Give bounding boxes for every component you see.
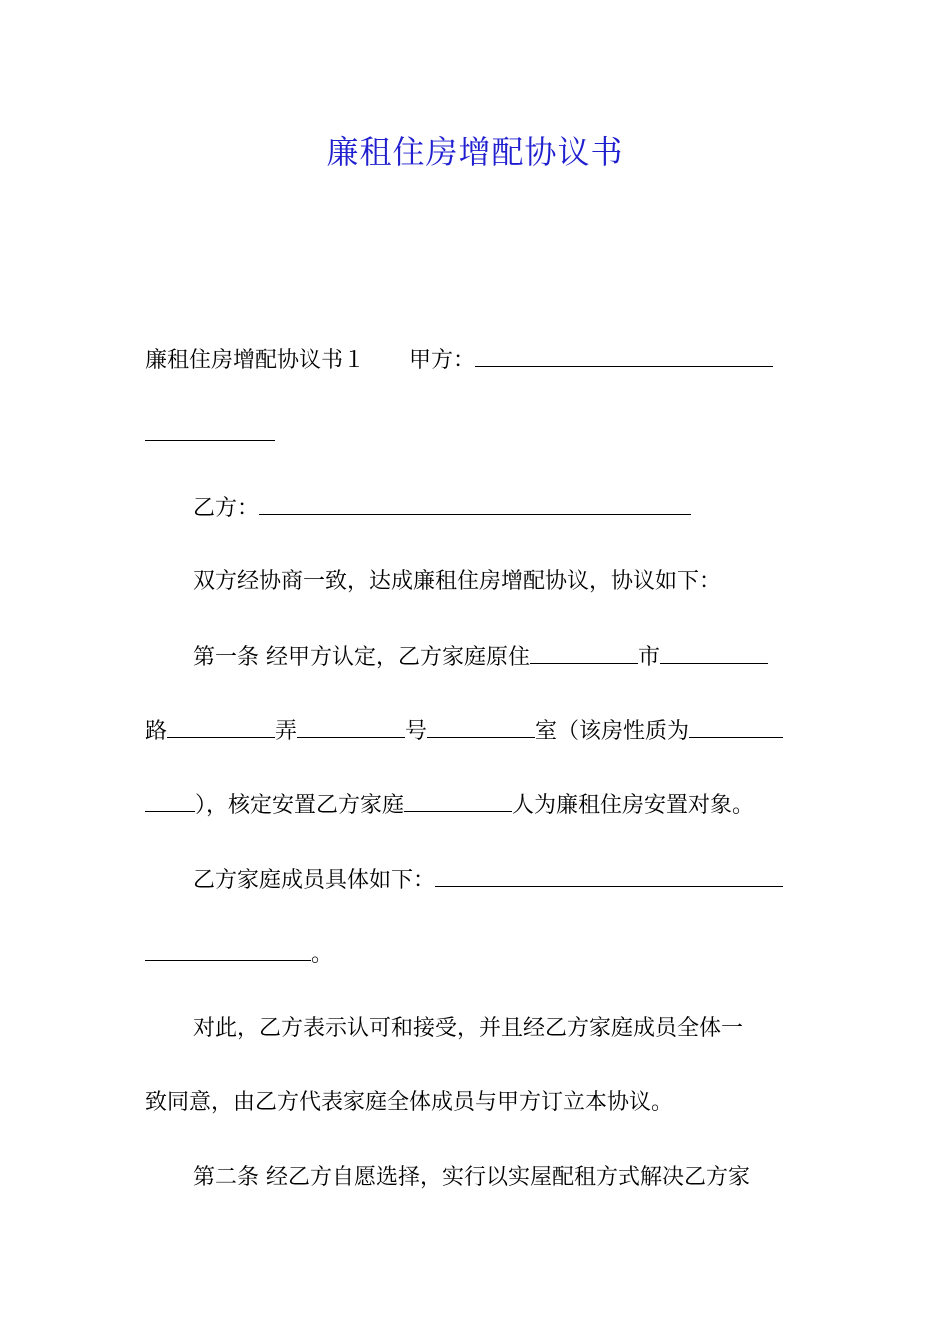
text-segment: 致同意，由乙方代表家庭全体成员与甲方订立本协议。 — [145, 1090, 674, 1115]
paragraph-line — [145, 715, 810, 748]
paragraph-line — [145, 566, 858, 598]
text-segment: 市 — [638, 645, 661, 670]
text-segment: 。 — [311, 942, 334, 967]
fill-blank — [404, 789, 512, 812]
paragraph-line — [145, 1013, 858, 1045]
fill-blank — [530, 641, 638, 664]
paragraph-line — [145, 641, 858, 674]
party-b-blank — [259, 492, 691, 515]
text-segment: 人为廉租住房安置对象。 — [512, 793, 755, 818]
paragraph-line — [145, 938, 810, 971]
fill-blank — [145, 789, 195, 812]
text-segment: ），核定安置乙方家庭 — [195, 793, 405, 818]
paragraph-line — [145, 418, 810, 451]
fill-blank — [427, 715, 535, 738]
paragraph-line — [145, 1087, 810, 1119]
members-blank-continued — [145, 938, 311, 961]
text-segment: 路 — [145, 719, 168, 744]
fill-blank — [167, 715, 275, 738]
document-title: 廉租住房增配协议书 — [326, 133, 624, 171]
text-segment: 第二条 经乙方自愿选择，实行以实屋配租方式解决乙方家 — [193, 1165, 750, 1190]
text-segment: 对此，乙方表示认可和接受，并且经乙方家庭成员全体一 — [193, 1016, 744, 1041]
party-a-blank — [475, 344, 773, 367]
heading-text: 廉租住房增配协议书１ — [145, 348, 366, 373]
text-segment: 号 — [405, 719, 428, 744]
party-a-label: 甲方： — [409, 348, 476, 373]
text-segment: 室（该房性质为 — [535, 719, 690, 744]
paragraph-line — [145, 492, 858, 525]
members-blank — [435, 864, 783, 887]
party-a-blank-continued — [145, 418, 275, 441]
fill-blank — [660, 641, 768, 664]
text-segment: 第一条 经甲方认定，乙方家庭原住 — [193, 645, 530, 670]
text-segment: 双方经协商一致，达成廉租住房增配协议，协议如下： — [193, 569, 722, 594]
fill-blank — [297, 715, 405, 738]
fill-blank — [689, 715, 783, 738]
paragraph-line — [145, 789, 810, 822]
text-segment: 乙方家庭成员具体如下： — [193, 868, 436, 893]
text-segment: 弄 — [275, 719, 298, 744]
paragraph-line — [145, 344, 810, 377]
paragraph-line — [145, 1162, 858, 1194]
party-b-label: 乙方： — [193, 496, 260, 521]
paragraph-line — [145, 864, 858, 897]
